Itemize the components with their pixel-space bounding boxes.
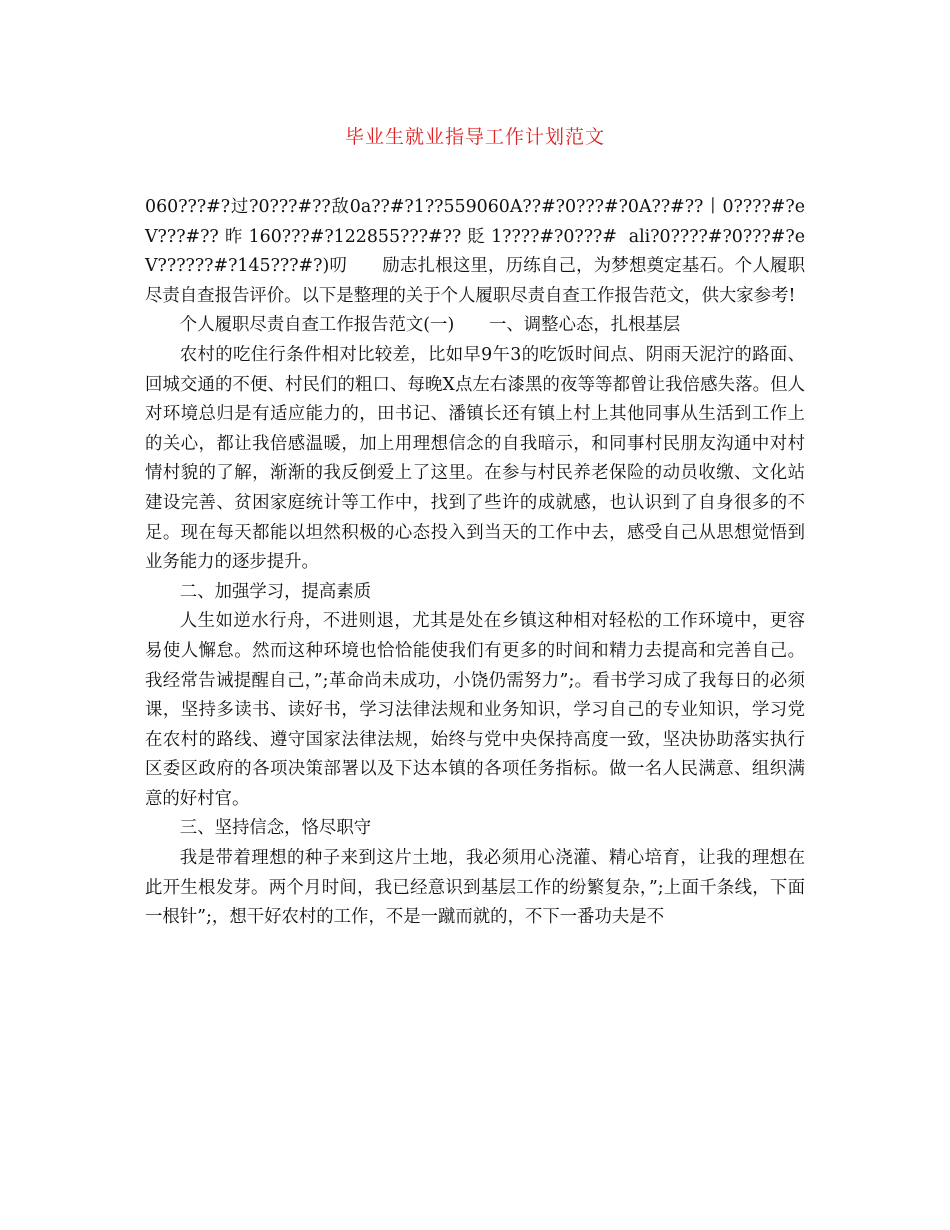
- section-heading: 二、加强学习，提高素质: [179, 581, 372, 602]
- document-title: 毕业生就业指导工作计划范文: [344, 126, 605, 148]
- section-heading: 三、坚持信念，恪尽职守: [179, 818, 372, 839]
- document-body: [145, 193, 805, 933]
- report-heading: 个人履职尽责自查工作报告范文(一) 一、调整心态，扎根基层: [179, 315, 681, 336]
- body-paragraph: 人生如逆水行舟，不进则退，尤其是处在乡镇这种相对轻松的工作环境中，更容易使人懈怠。然而这种环境也恰恰能使我们有更多的时间和精力去提高和完善自己。我经常告诫提醒自己，”;革命尚未成功，小饶仍需努力”;。看书学习成了我每日的必须课，坚持多读书、读好书，学习法律法规和业务知识，学习自己的专业知识，学习党在农村的路线、遵守国家法律法规，始终与党中央保持高度一致，坚决协助落实执行区委区政府的各项决策部署以及下达本镇的各项任务指标。做一名人民满意、组织满意的好村官。: [145, 611, 805, 809]
- body-paragraph: 我是带着理想的种子来到这片土地，我必须用心浇灌、精心培育，让我的理想在此开生根发芽。两个月时间，我已经意识到基层工作的纷繁复杂，”;上面千条线，下面一根针”;，想干好农村的工作，不是一蹴而就的，不下一番功夫是不: [145, 848, 805, 928]
- body-paragraph: 农村的吃住行条件相对比较差，比如早9午3的吃饭时间点、阴雨天泥泞的路面、回城交通的不便、村民们的粗口、每晚X点左右漆黑的夜等等都曾让我倍感失落。但人对环境总归是有适应能力的，田书记、潘镇长还有镇上村上其他同事从生活到工作上的关心，都让我倍感温暖，加上用理想信念的自我暗示，和同事村民朋友沟通中对村情村貌的了解，渐渐的我反倒爱上了这里。在参与村民养老保险的动员收缴、文化站建设完善、贫困家庭统计等工作中，找到了些许的成就感，也认识到了自身很多的不足。现在每天都能以坦然积极的心态投入到当天的工作中去，感受自己从思想觉悟到业务能力的逐步提升。: [145, 344, 805, 573]
- intro-paragraph: 060???#?过?0???#??敌0a??#?1??559060A??#?0???#?0A??#??丨0????#?eV???#??昨160???#?122855???#??貶1????#?0???# ali?0????#?0???#?eV??????#?145???#?)叨 励志扎根这里，历练自己，为梦想奠定基石。个人履职尽责自查报告评价。以下是整理的关于个人履职尽责自查工作报告范文，供大家参考!: [145, 197, 805, 306]
